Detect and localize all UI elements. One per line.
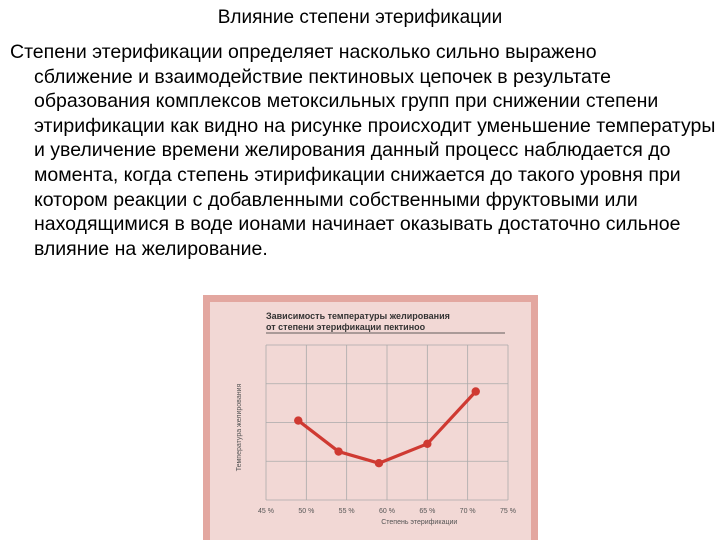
x-axis-label: Степень этерификации bbox=[381, 519, 458, 526]
x-tick-label: 60 % bbox=[379, 508, 395, 515]
data-point bbox=[294, 416, 302, 424]
x-tick-label: 65 % bbox=[419, 508, 436, 515]
data-point bbox=[334, 447, 342, 455]
x-tick-label: 75 % bbox=[500, 508, 516, 515]
body-paragraph bbox=[10, 40, 716, 261]
x-tick-label: 55 % bbox=[338, 508, 355, 515]
data-point bbox=[423, 440, 431, 448]
data-point bbox=[472, 387, 480, 395]
chart-inner-panel bbox=[210, 302, 531, 540]
chart-figure bbox=[203, 295, 538, 540]
chart-title-line-2: от степени этерификации пектиноо bbox=[266, 322, 426, 332]
x-tick-label: 45 % bbox=[258, 508, 274, 515]
chart-svg bbox=[203, 295, 538, 540]
x-tick-label: 70 % bbox=[459, 508, 476, 515]
data-point bbox=[375, 459, 383, 467]
y-axis-label: Температура желирования bbox=[236, 383, 243, 472]
x-tick-label: 50 % bbox=[298, 508, 315, 515]
paragraph-continuation: сближение и взаимодействие пектиновых цепочек в результате образования комплексов метоксильных групп при снижении степени этирификации как видно на рисунке происходит уменьшение температуры и увеличение времени желирования данный процесс наблюдается до момента, когда степень этирификации снижается до такого уровня при котором реакции с добавленными собственными фруктовыми или находящимися в воде ионами начинает оказывать достаточно сильное влияние на желирование. bbox=[34, 65, 716, 260]
slide-title: Влияние степени этерификации bbox=[217, 7, 503, 28]
paragraph-first-line: Степени этерификации определяет насколько сильно выражено bbox=[10, 41, 597, 63]
chart-title-line-1: Зависимость температуры желирования bbox=[266, 311, 450, 321]
